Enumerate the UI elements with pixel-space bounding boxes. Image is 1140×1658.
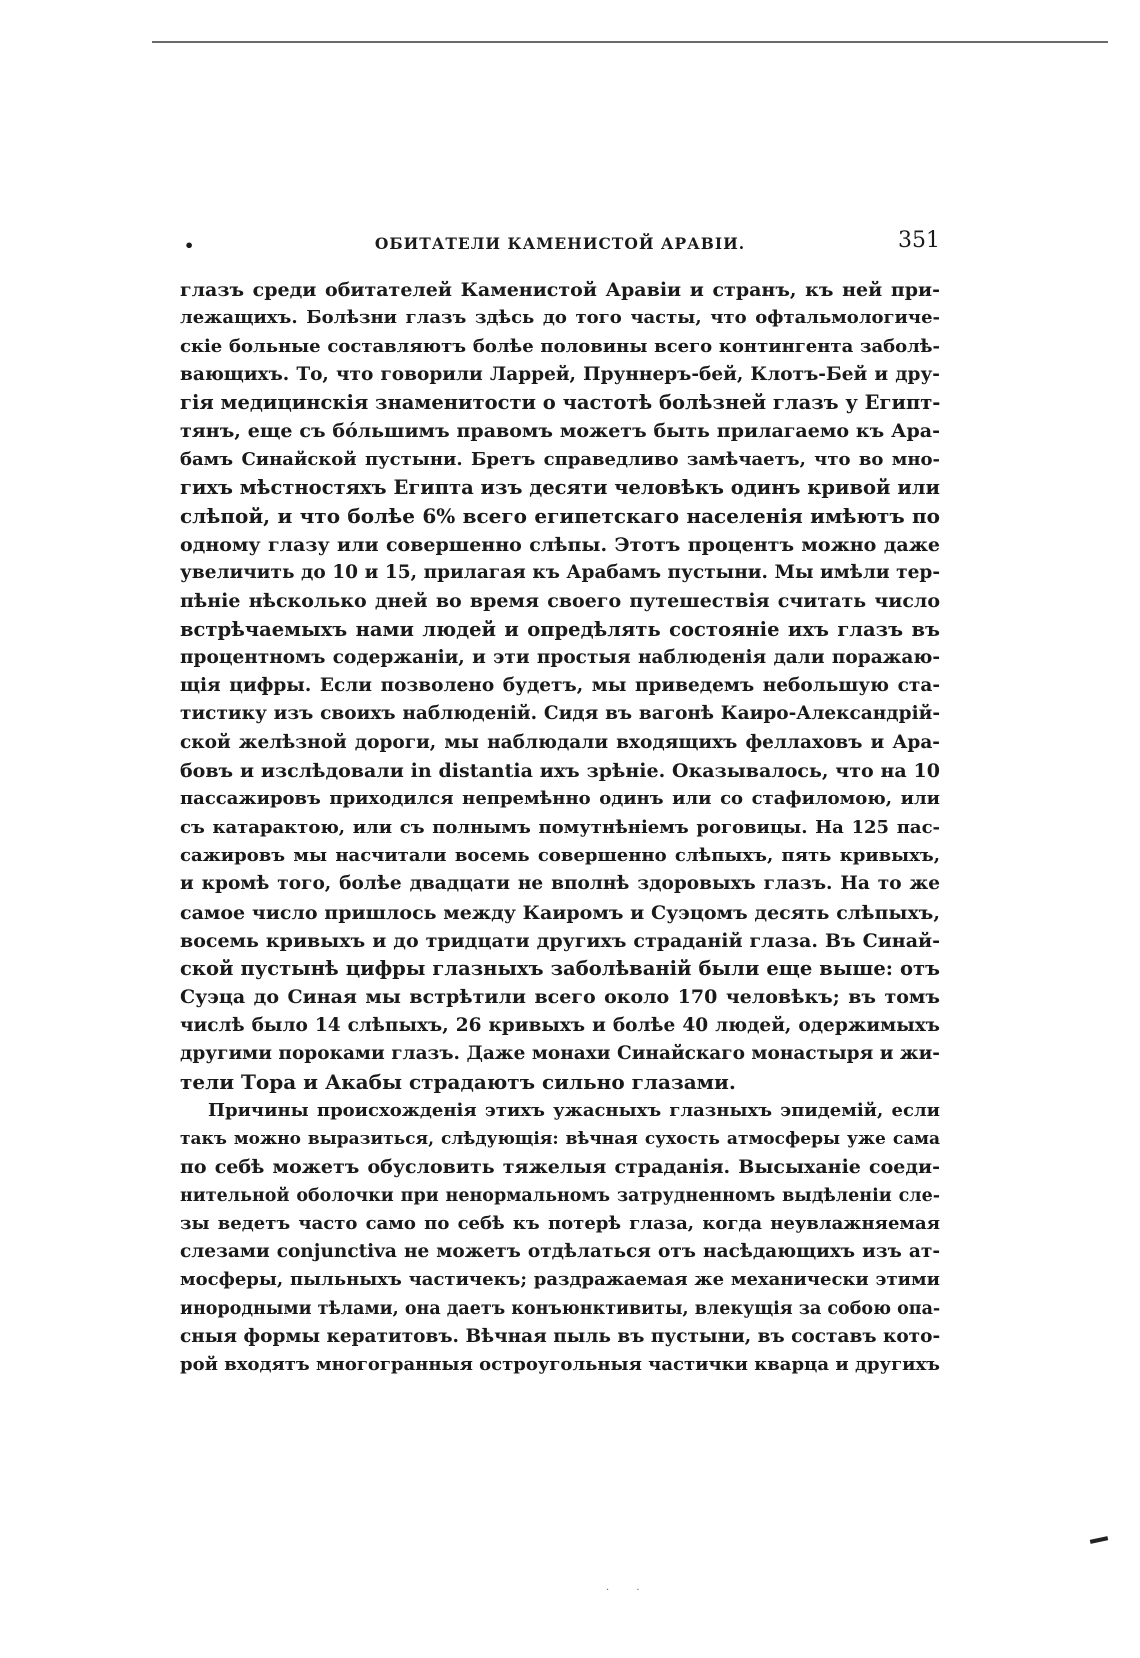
text-line: и кромѣ того, болѣе двадцати не вполнѣ здоровыхъ глазъ. На то же: [180, 873, 940, 895]
print-specks: · ·: [606, 1585, 652, 1596]
text-line: глазъ среди обитателей Каменистой Аравіи и странъ, къ ней при-: [180, 279, 940, 301]
text-line: бовъ и изслѣдовали in distantia ихъ зрѣніе. Оказывалось, что на 10: [180, 760, 940, 783]
text-line: съ катарактою, или съ полнымъ помутнѣніемъ роговицы. На 125 пас-: [180, 816, 940, 838]
text-line: такъ можно выразиться, слѣдующія: вѣчная сухость атмосферы уже сама: [180, 1128, 940, 1149]
text-line: гихъ мѣстностяхъ Египта изъ десяти человѣкъ одинъ кривой или: [180, 476, 940, 500]
text-line: самое число пришлось между Каиромъ и Суэцомъ десять слѣпыхъ,: [180, 901, 940, 924]
text-line: вающихъ. То, что говорили Ларрей, Пруннеръ-бей, Клотъ-Бей и дру-: [180, 363, 940, 385]
text-line: ской пустынѣ цифры глазныхъ заболѣваній были еще выше: отъ: [180, 957, 940, 981]
text-line: тянъ, еще съ бóльшимъ правомъ можетъ быть прилагаемо къ Ара-: [180, 420, 940, 443]
text-line: ской желѣзной дороги, мы наблюдали входящихъ феллаховъ и Ара-: [180, 731, 940, 753]
text-line: рой входятъ многогранныя остроугольныя частички кварца и другихъ: [180, 1354, 940, 1376]
text-line: Причины происхожденія этихъ ужасныхъ глазныхъ эпидемій, если: [208, 1099, 940, 1121]
text-line: зы ведетъ часто само по себѣ къ потерѣ глаза, когда неувлажняемая: [180, 1212, 940, 1234]
text-line: восемь кривыхъ и до тридцати другихъ страданій глаза. Въ Синай-: [180, 929, 940, 952]
edge-mark: [1090, 1536, 1108, 1544]
text-line: встрѣчаемыхъ нами людей и опредѣлять состояніе ихъ глазъ въ: [180, 617, 940, 641]
text-line: нительной оболочки при ненормальномъ затрудненномъ выдѣленіи сле-: [180, 1185, 940, 1206]
text-line: процентномъ содержаніи, и эти простыя наблюденія дали поражаю-: [180, 646, 940, 668]
text-line: пассажировъ приходился непремѣнно одинъ или со стафиломою, или: [180, 788, 940, 810]
text-line: сажировъ мы насчитали восемь совершенно слѣпыхъ, пять кривыхъ,: [180, 844, 940, 866]
text-line: слѣпой, и что болѣе 6% всего египетскаго населенія имѣютъ по: [180, 504, 940, 529]
text-line: Суэца до Синая мы встрѣтили всего около 170 человѣкъ; въ томъ: [180, 986, 940, 1009]
paragraph-1: [180, 276, 940, 1097]
header-mark: •: [184, 236, 195, 255]
text-line: тели Тора и Акабы страдаютъ сильно глазами.: [180, 1070, 736, 1095]
text-line: одному глазу или совершенно слѣпы. Этотъ процентъ можно даже: [180, 533, 940, 556]
page-header: [180, 230, 940, 260]
text-line: лежащихъ. Болѣзни глазъ здѣсь до того часты, что офтальмологиче-: [180, 307, 940, 329]
text-line: инородными тѣлами, она даетъ конъюнктивиты, влекущія за собою опа-: [180, 1298, 940, 1319]
running-title: ОБИТАТЕЛИ КАМЕНИСТОЙ АРАВІИ.: [374, 234, 746, 253]
text-line: тистику изъ своихъ наблюденій. Сидя въ вагонѣ Каиро-Александрій-: [180, 703, 940, 725]
text-line: щія цифры. Если позволено будетъ, мы приведемъ небольшую ста-: [180, 675, 940, 697]
text-line: мосферы, пыльныхъ частичекъ; раздражаемая же механически этими: [180, 1269, 940, 1291]
text-line: увеличить до 10 и 15, прилагая къ Арабамъ пустыни. Мы имѣли тер-: [180, 561, 940, 583]
paragraph-2: [180, 1097, 940, 1380]
text-line: скіе больные составляютъ болѣе половины всего контингента заболѣ-: [180, 335, 940, 357]
top-rule: [152, 41, 1108, 43]
text-line: гія медицинскія знаменитости о частотѣ болѣзней глазъ у Египт-: [180, 391, 940, 415]
text-line: пѣніе нѣсколько дней во время своего путешествія считать число: [180, 590, 940, 613]
body-text: [180, 276, 940, 1380]
text-line: числѣ было 14 слѣпыхъ, 26 кривыхъ и болѣе 40 людей, одержимыхъ: [180, 1014, 940, 1036]
text-line: сныя формы кератитовъ. Вѣчная пыль въ пустыни, въ составъ кото-: [180, 1325, 940, 1347]
text-line: другими пороками глазъ. Даже монахи Синайскаго монастыря и жи-: [180, 1043, 940, 1065]
page-number: 351: [898, 228, 940, 253]
text-line: по себѣ можетъ обусловить тяжелыя страданія. Высыханіе соеди-: [180, 1156, 940, 1179]
text-line: слезами conjunctiva не можетъ отдѣлаться отъ насѣдающихъ изъ ат-: [180, 1241, 940, 1263]
text-line: бамъ Синайской пустыни. Бретъ справедливо замѣчаетъ, что во мно-: [180, 448, 940, 470]
